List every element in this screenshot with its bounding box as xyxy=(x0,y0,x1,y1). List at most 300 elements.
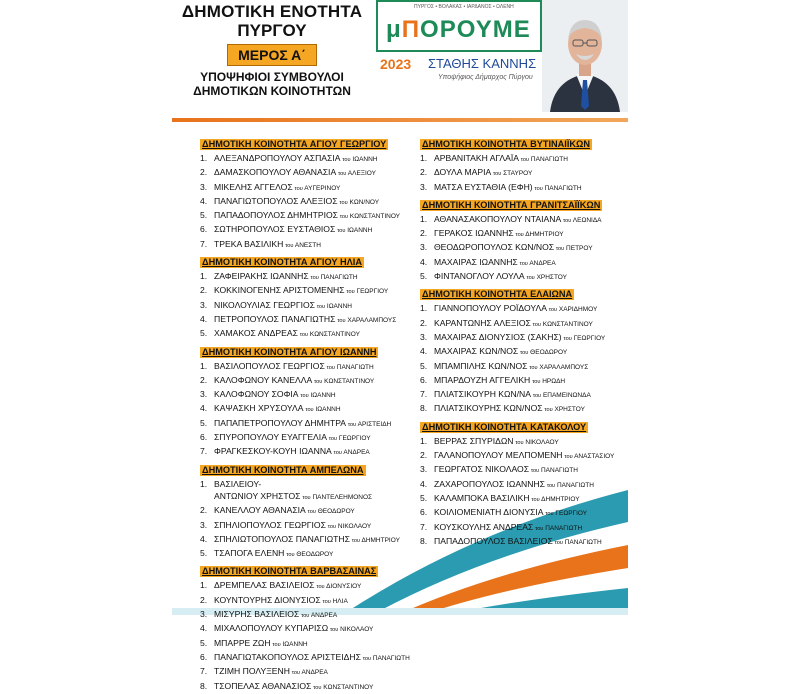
candidate-entry xyxy=(200,152,420,166)
patronymic-value: ΓΕΩΡΓΙΟΥ xyxy=(555,510,588,518)
candidate-entry xyxy=(200,637,420,651)
patronymic-prefix: του xyxy=(272,641,281,648)
entry-name: ΠΛΙΑΤΣΙΚΟΥΡΗΣ ΚΩΝ/ΝΟΣ xyxy=(434,403,543,414)
entry-patronymic xyxy=(561,217,601,224)
patronymic-value: ΗΡΩΔΗ xyxy=(542,377,566,385)
entry-number: 3. xyxy=(420,331,428,342)
candidate-entry xyxy=(200,402,420,416)
entry-number: 8. xyxy=(200,680,208,691)
candidate-entry xyxy=(200,608,420,622)
entry-number: 3. xyxy=(420,464,428,475)
candidate-entry xyxy=(200,374,420,388)
patronymic-prefix: του xyxy=(313,684,322,691)
entry-number: 4. xyxy=(420,256,428,267)
patronymic-prefix: του xyxy=(285,242,294,249)
patronymic-prefix: του xyxy=(294,185,303,192)
entry-name: ΚΑΨΑΣΚΗ ΧΡΥΣΟΥΛΑ xyxy=(214,403,304,414)
entry-patronymic xyxy=(345,288,389,295)
patronymic-value: ΝΙΚΟΛΑΟΥ xyxy=(337,522,372,530)
entry-name: ΜΑΧΑΙΡΑΣ ΔΙΟΝΥΣΙΟΣ (ΣΑΚΗΣ) xyxy=(434,331,562,342)
entry-name: ΣΠΗΛΙΩΤΟΠΟΥΛΟΣ ΠΑΝΑΓΙΩΤΗΣ xyxy=(214,533,350,544)
candidate-entry xyxy=(420,241,628,255)
entry-patronymic xyxy=(325,364,374,371)
entry-number: 3. xyxy=(200,519,208,530)
entry-patronymic xyxy=(306,508,355,515)
entry-number: 6. xyxy=(420,507,428,518)
entry-patronymic xyxy=(338,199,380,206)
candidate-entry xyxy=(420,302,628,316)
entry-number: 2. xyxy=(200,285,208,296)
entry-number: 1. xyxy=(200,580,208,591)
candidate-entry xyxy=(200,622,420,636)
candidate-entry xyxy=(200,209,420,223)
entry-name: ΔΟΥΛΑ ΜΑΡΙΑ xyxy=(434,167,492,178)
patronymic-prefix: του xyxy=(337,228,346,235)
section-title: ΔΗΜΟΤΙΚΗ ΚΟΙΝΟΤΗΤΑ ΑΓΙΟΥ ΙΩΑΝΝΗ xyxy=(202,346,377,357)
candidate-entry xyxy=(200,579,420,593)
patronymic-value: ΕΠΑΜΕΙΝΩΝΔΑ xyxy=(542,392,591,400)
patronymic-prefix: του xyxy=(515,439,524,446)
header-divider xyxy=(172,118,628,122)
entry-name: ΜΙΚΕΛΗΣ ΑΓΓΕΛΟΣ xyxy=(214,181,293,192)
patronymic-value: ΧΑΡΑΛΑΜΠΟΥΣ xyxy=(347,316,397,324)
patronymic-prefix: του xyxy=(532,321,541,328)
entry-patronymic xyxy=(531,321,593,328)
patronymic-value: ΚΩΝΣΤΑΝΤΙΝΟΥ xyxy=(324,377,375,385)
patronymic-value: ΚΩΝΣΤΑΝΤΙΝΟΥ xyxy=(542,320,593,328)
logo-tagline: ΠΥΡΓΟΣ • ΒΟΛΑΚΑΣ • ΙΑΡΔΑΝΟΣ • ΩΛΕΝΗ xyxy=(414,4,514,10)
patronymic-value: ΙΩΑΝΝΗ xyxy=(315,406,341,414)
patronymic-value: ΑΝΔΡΕΑ xyxy=(529,259,556,267)
entry-patronymic xyxy=(533,525,582,532)
patronymic-prefix: του xyxy=(316,584,325,591)
patronymic-value: ΧΡΗΣΤΟΥ xyxy=(554,406,585,414)
part-badge: ΜΕΡΟΣ Α΄ xyxy=(227,44,317,66)
patronymic-value: ΠΑΝΑΓΙΩΤΗ xyxy=(564,538,602,546)
entry-number: 2. xyxy=(200,594,208,605)
logo-suffix: ΟΡΟΥΜΕ xyxy=(420,16,531,43)
patronymic-prefix: του xyxy=(531,496,540,503)
entry-patronymic xyxy=(530,496,580,503)
entry-name: ΚΟΙΛΙΟΜΕΝΙΑΤΗ ΔΙΟΝΥΣΙΑ xyxy=(434,507,544,518)
candidate-entry xyxy=(420,227,628,241)
patronymic-prefix: του xyxy=(286,552,295,559)
patronymic-value: ΙΩΑΝΝΗ xyxy=(326,302,352,310)
entry-name: ΧΑΜΑΚΟΣ ΑΝΔΡΕΑΣ xyxy=(214,328,298,339)
patronymic-prefix: του xyxy=(300,393,309,400)
entry-name: ΠΑΠΑΠΕΤΡΟΠΟΥΛΟΥ ΔΗΜΗΤΡΑ xyxy=(214,417,347,428)
entry-number: 4. xyxy=(200,313,208,324)
patronymic-prefix: του xyxy=(546,482,556,489)
entry-name: ΑΛΕΞΑΝΔΡΟΠΟΥΛΟΥ ΑΣΠΑΣΙΑ xyxy=(214,153,341,163)
entry-number: 8. xyxy=(420,535,428,546)
entry-patronymic xyxy=(299,612,337,619)
entry-patronymic xyxy=(340,156,377,163)
entry-number: 4. xyxy=(420,346,428,357)
entry-name: ΒΕΡΡΑΣ ΣΠΥΡΙΔΩΝ xyxy=(434,435,514,446)
entry-number: 1. xyxy=(200,360,208,371)
patronymic-prefix: του xyxy=(564,454,573,461)
entry-number: 6. xyxy=(420,374,428,385)
entry-name: ΜΙΧΑΛΟΠΟΥΛΟΥ ΚΥΠΑΡΙΣΩ xyxy=(214,623,329,634)
entry-name: ΦΡΑΓΚΕΣΚΟΥ-ΚΟΥΗ ΙΩΑΝΝΑ xyxy=(214,446,332,457)
candidate-entry xyxy=(200,519,420,533)
patronymic-value: ΙΩΑΝΝΗ xyxy=(282,640,308,648)
entry-number: 1. xyxy=(420,153,428,163)
entry-name-continued: ΑΝΤΩΝΙΟΥ ΧΡΗΣΤΟΣ xyxy=(214,490,301,501)
patronymic-value: ΠΑΝΑΓΙΩΤΗ xyxy=(540,467,578,475)
candidate-entry xyxy=(420,478,628,492)
candidate-role: Υποψήφιος Δήμαρχος Πύργου xyxy=(438,74,533,81)
entry-number: 2. xyxy=(200,167,208,178)
patronymic-prefix: του xyxy=(307,509,316,516)
patronymic-value: ΝΙΚΟΛΑΟΥ xyxy=(525,438,559,446)
entry-number: 5. xyxy=(200,328,208,339)
entry-number: 7. xyxy=(420,521,428,532)
patronymic-prefix: του xyxy=(529,364,538,371)
entry-patronymic xyxy=(271,641,308,648)
candidate-entry xyxy=(200,327,420,341)
entry-patronymic xyxy=(321,598,348,605)
entry-number: 7. xyxy=(200,666,208,677)
entry-number: 2. xyxy=(420,228,428,239)
entry-patronymic xyxy=(299,392,336,399)
entry-number: 3. xyxy=(200,609,208,620)
patronymic-value: ΚΩΝΣΤΑΝΤΙΝΟΥ xyxy=(309,331,360,339)
entry-name: ΓΑΛΑΝΟΠΟΥΛΟΥ ΜΕΛΠΟΜΕΝΗ xyxy=(434,450,563,461)
candidate-entry xyxy=(420,360,628,374)
patronymic-prefix: του xyxy=(299,332,309,339)
patronymic-value: ΚΩΝ/ΝΟΥ xyxy=(349,198,380,206)
entry-number: 2. xyxy=(200,374,208,385)
patronymic-prefix: του xyxy=(520,157,530,163)
patronymic-prefix: του xyxy=(316,303,326,310)
patronymic-prefix: του xyxy=(554,539,563,546)
entry-name: ΜΠΑΡΡΕ ΖΩΗ xyxy=(214,637,271,648)
candidate-entry xyxy=(200,547,420,561)
patronymic-value: ΚΩΝΣΤΑΝΤΙΝΟΥ xyxy=(323,683,374,691)
entry-patronymic xyxy=(338,213,400,220)
entry-name: ΖΑΧΑΡΟΠΟΥΛΟΣ ΙΩΑΝΝΗΣ xyxy=(434,478,545,489)
entry-number: 4. xyxy=(200,533,208,544)
candidate-entry xyxy=(420,166,628,180)
entry-patronymic xyxy=(311,684,373,691)
section-title: ΔΗΜΟΤΙΚΗ ΚΟΙΝΟΤΗΤΑ ΕΛΑΙΩΝΑ xyxy=(422,289,573,300)
patronymic-prefix: του xyxy=(310,275,319,282)
patronymic-value: ΘΕΟΔΩΡΟΥ xyxy=(296,551,334,559)
party-logo xyxy=(376,0,542,52)
candidate-entry xyxy=(200,417,420,431)
entry-name: ΣΠΗΛΙΟΠΟΥΛΟΣ ΓΕΩΡΓΙΟΣ xyxy=(214,519,326,530)
patronymic-prefix: του xyxy=(327,523,337,530)
patronymic-value: ΑΛΕΞΙΟΥ xyxy=(347,170,376,178)
candidate-entry xyxy=(420,213,628,227)
entry-patronymic xyxy=(563,453,615,460)
patronymic-value: ΠΑΝΑΓΙΩΤΗ xyxy=(556,481,594,489)
candidate-entry xyxy=(420,270,628,284)
entry-patronymic xyxy=(315,303,352,310)
candidate-entry xyxy=(200,313,420,327)
patronymic-value: ΔΗΜΗΤΡΙΟΥ xyxy=(361,536,400,544)
patronymic-value: ΠΑΝΑΓΙΩΤΗ xyxy=(544,184,582,192)
patronymic-prefix: του xyxy=(493,171,502,178)
entry-patronymic xyxy=(518,260,556,267)
entry-number: 5. xyxy=(420,271,428,282)
patronymic-value: ΠΑΝΤΕΛΕΗΜΟΝΟΣ xyxy=(312,493,373,501)
entry-patronymic xyxy=(335,317,396,324)
patronymic-prefix: του xyxy=(301,613,310,620)
candidate-entry xyxy=(200,223,420,237)
patronymic-value: ΑΝΔΡΕΑ xyxy=(301,669,328,677)
section-title: ΔΗΜΟΤΙΚΗ ΚΟΙΝΟΤΗΤΑ ΒΥΤΙΝΑΙΪΚΩΝ xyxy=(422,139,591,149)
entry-number: 1. xyxy=(200,153,208,163)
entry-number: 7. xyxy=(200,238,208,249)
patronymic-prefix: του xyxy=(347,421,357,428)
entry-number: 5. xyxy=(420,360,428,371)
entry-patronymic xyxy=(304,406,341,413)
entry-number: 4. xyxy=(200,623,208,634)
section-title: ΔΗΜΟΤΙΚΗ ΚΟΙΝΟΤΗΤΑ ΒΑΡΒΑΣΑΙΝΑΣ xyxy=(202,566,377,577)
entry-name: ΚΑΡΑΝΤΩΝΗΣ ΑΛΕΞΙΟΣ xyxy=(434,317,531,328)
patronymic-prefix: του xyxy=(339,199,348,206)
section-title: ΔΗΜΟΤΙΚΗ ΚΟΙΝΟΤΗΤΑ ΚΑΤΑΚΟΛΟΥ xyxy=(422,421,587,432)
patronymic-value: ΓΕΩΡΓΙΟΥ xyxy=(338,435,371,443)
entry-name: ΠΑΠΑΔΟΠΟΥΛΟΣ ΔΗΜΗΤΡΙΟΣ xyxy=(214,210,338,221)
patronymic-prefix: του xyxy=(526,275,535,282)
logo-prefix: μ xyxy=(386,16,402,43)
candidate-entry-continued xyxy=(200,490,420,504)
entry-number: 5. xyxy=(200,210,208,221)
patronymic-prefix: του xyxy=(544,407,553,414)
candidate-entry xyxy=(420,435,628,449)
patronymic-value: ΠΑΝΑΓΙΩΤΗ xyxy=(336,363,374,371)
patronymic-value: ΠΑΝΑΓΙΩΤΗ xyxy=(545,524,583,532)
entry-name: ΠΑΝΑΓΙΩΤΟΠΟΥΛΟΣ ΑΛΕΞΙΟΣ xyxy=(214,195,338,206)
entry-patronymic xyxy=(361,655,410,662)
entry-patronymic xyxy=(554,245,592,252)
patronymic-prefix: του xyxy=(322,598,331,605)
patronymic-value: ΣΤΑΥΡΟΥ xyxy=(503,170,533,178)
entry-number: 3. xyxy=(200,299,208,310)
patronymic-prefix: του xyxy=(338,171,347,178)
patronymic-value: ΝΙΚΟΛΑΟΥ xyxy=(340,626,374,634)
patronymic-prefix: του xyxy=(535,525,544,532)
entry-name: ΔΑΜΑΣΚΟΠΟΥΛΟΥ ΑΘΑΝΑΣΙΑ xyxy=(214,167,337,178)
candidate-entry xyxy=(200,665,420,679)
entry-patronymic xyxy=(283,242,321,249)
entry-patronymic xyxy=(327,435,371,442)
patronymic-value: ΙΩΑΝΝΗ xyxy=(352,156,378,163)
entry-patronymic xyxy=(518,349,567,356)
candidate-entry xyxy=(420,317,628,331)
entry-number: 7. xyxy=(420,389,428,400)
patronymic-value: ΧΑΡΙΔΗΜΟΥ xyxy=(558,306,598,314)
entry-number: 3. xyxy=(420,181,428,192)
candidate-name: ΣΤΑΘΗΣ ΚΑΝΝΗΣ xyxy=(428,56,537,71)
entry-patronymic xyxy=(309,274,358,281)
candidate-entry xyxy=(200,504,420,518)
patronymic-prefix: του xyxy=(302,494,311,501)
entry-name: ΜΠΑΡΔΟΥΖΗ ΑΓΓΕΛΙΚΗ xyxy=(434,374,531,385)
entry-name: ΣΠΥΡΟΠΟΥΛΟΥ ΕΥΑΓΓΕΛΙΑ xyxy=(214,432,327,443)
entry-name: ΓΕΩΡΓΑΤΟΣ ΝΙΚΟΛΑΟΣ xyxy=(434,464,530,475)
candidate-entry xyxy=(200,533,420,547)
patronymic-value: ΑΝΔΡΕΑ xyxy=(343,449,370,457)
entry-name: ΒΑΣΙΛΕΙΟΥ- xyxy=(214,478,262,489)
patronymic-value: ΑΝΔΡΕΑ xyxy=(310,612,338,620)
patronymic-prefix: του xyxy=(530,468,540,475)
entry-number: 2. xyxy=(420,317,428,328)
entry-patronymic xyxy=(298,331,360,338)
entry-patronymic xyxy=(301,494,373,501)
entry-number: 5. xyxy=(200,417,208,428)
entry-name: ΚΑΛΟΦΩΝΟΥ ΣΟΦΙΑ xyxy=(214,389,299,400)
patronymic-value: ΧΡΗΣΤΟΥ xyxy=(536,274,567,282)
candidate-entry xyxy=(200,195,420,209)
entry-number: 3. xyxy=(200,181,208,192)
candidate-entry xyxy=(420,449,628,463)
subtitle-line-2: ΔΗΜΟΤΙΚΩΝ ΚΟΙΝΟΤΗΤΩΝ xyxy=(193,84,351,98)
entry-patronymic xyxy=(346,421,391,428)
entry-name: ΜΑΧΑΙΡΑΣ ΚΩΝ/ΝΟΣ xyxy=(434,346,519,357)
candidate-entry xyxy=(420,388,628,402)
patronymic-value: ΑΝΑΣΤΑΣΙΟΥ xyxy=(574,453,615,461)
entry-patronymic xyxy=(533,185,582,192)
candidate-entry xyxy=(200,166,420,180)
entry-patronymic xyxy=(332,449,370,456)
entry-patronymic xyxy=(293,185,341,192)
entry-number: 3. xyxy=(200,389,208,400)
patronymic-prefix: του xyxy=(337,317,346,324)
entry-name: ΓΙΑΝΝΟΠΟΥΛΟΥ ΡΟΪΔΟΥΛΑ xyxy=(434,303,547,314)
entry-number: 5. xyxy=(420,492,428,503)
entry-name: ΜΠΑΜΠΙΛΗΣ ΚΩΝ/ΝΟΣ xyxy=(434,360,528,371)
entry-patronymic xyxy=(513,439,558,446)
patronymic-prefix: του xyxy=(326,364,335,371)
entry-number: 4. xyxy=(200,195,208,206)
entry-number: 6. xyxy=(200,432,208,443)
entry-name: ΠΑΠΑΔΟΠΟΥΛΟΣ ΒΑΣΙΛΕΙΟΣ xyxy=(434,535,553,546)
entry-name: ΔΡΕΜΠΕΛΑΣ ΒΑΣΙΛΕΙΟΣ xyxy=(214,580,315,591)
entry-patronymic xyxy=(543,510,587,517)
entry-name: ΤΣΟΠΕΛΑΣ ΑΘΑΝΑΣΙΟΣ xyxy=(214,680,312,691)
entry-number: 7. xyxy=(200,446,208,457)
entry-number: 8. xyxy=(420,403,428,414)
entry-name: ΑΘΑΝΑΣΑΚΟΠΟΥΛΟΥ ΝΤΑΙΑΝΑ xyxy=(434,213,562,224)
entry-number: 5. xyxy=(200,637,208,648)
candidate-entry xyxy=(420,506,628,520)
entry-number: 2. xyxy=(200,505,208,516)
entry-name: ΜΑΧΑΙΡΑΣ ΙΩΑΝΝΗΣ xyxy=(434,256,518,267)
entry-name: ΚΟΥΣΚΟΥΛΗΣ ΑΝΔΡΕΑΣ xyxy=(434,521,534,532)
patronymic-prefix: του xyxy=(328,436,338,443)
patronymic-value: ΑΥΓΕΡΙΝΟΥ xyxy=(304,184,341,192)
candidate-entry xyxy=(200,270,420,284)
entry-name: ΠΛΙΑΤΣΙΚΟΥΡΗ ΚΩΝ/ΝΑ xyxy=(434,389,531,400)
patronymic-prefix: του xyxy=(534,185,543,192)
patronymic-prefix: του xyxy=(548,307,558,314)
entry-name: ΑΡΒΑΝΙΤΑΚΗ ΑΓΛΑΪΑ xyxy=(434,153,519,163)
entry-name: ΤΣΑΠΟΓΑ ΕΛΕΝΗ xyxy=(214,548,285,559)
logo-wordmark xyxy=(386,16,531,44)
patronymic-value: ΠΕΤΡΟΥ xyxy=(566,245,593,253)
patronymic-prefix: του xyxy=(339,214,349,221)
patronymic-prefix: του xyxy=(333,450,342,457)
patronymic-value: ΚΩΝΣΤΑΝΤΙΝΟΥ xyxy=(349,213,400,221)
patronymic-value: ΧΑΡΑΛΑΜΠΟΥΣ xyxy=(539,363,589,371)
patronymic-prefix: του xyxy=(545,511,554,518)
entry-patronymic xyxy=(543,406,585,413)
entry-name: ΘΕΟΔΩΡΟΠΟΥΛΟΣ ΚΩΝ/ΝΟΣ xyxy=(434,242,555,253)
logo-accent: Π xyxy=(401,16,421,43)
entry-name: ΝΙΚΟΛΟΥΛΙΑΣ ΓΕΩΡΓΙΟΣ xyxy=(214,299,315,310)
entry-name: ΜΑΤΣΑ ΕΥΣΤΑΘΙΑ (ΕΦΗ) xyxy=(434,181,533,192)
patronymic-prefix: του xyxy=(342,157,351,163)
entry-patronymic xyxy=(514,231,564,238)
entry-name: ΚΟΚΚΙΝΟΓΕΝΗΣ ΑΡΙΣΤΟΜΕΝΗΣ xyxy=(214,285,345,296)
candidate-entry xyxy=(200,594,420,608)
entry-patronymic xyxy=(315,583,362,590)
entry-name: ΦΙΝΤΑΝΟΓΛΟΥ ΛΟΥΛΑ xyxy=(434,271,525,282)
entry-patronymic xyxy=(553,539,602,546)
patronymic-value: ΔΗΜΗΤΡΙΟΥ xyxy=(525,231,564,239)
patronymic-prefix: του xyxy=(519,260,528,267)
patronymic-value: ΙΩΑΝΝΗ xyxy=(347,227,373,235)
patronymic-prefix: του xyxy=(532,378,541,385)
patronymic-value: ΛΕΩΝΙΔΑ xyxy=(572,216,602,224)
entry-number: 5. xyxy=(200,548,208,559)
entry-patronymic xyxy=(491,170,532,177)
entry-name: ΓΕΡΑΚΟΣ ΙΩΑΝΝΗΣ xyxy=(434,228,514,239)
candidate-entry xyxy=(420,521,628,535)
patronymic-prefix: του xyxy=(563,217,572,224)
entry-name: ΠΑΝΑΓΙΩΤΑΚΟΠΟΥΛΟΣ ΑΡΙΣΤΕΙΔΗΣ xyxy=(214,651,361,662)
candidate-entry xyxy=(200,238,420,252)
patronymic-value: ΠΑΝΑΓΙΩΤΗ xyxy=(320,274,358,282)
patronymic-value: ΓΕΩΡΓΙΟΥ xyxy=(356,288,389,296)
candidate-entry xyxy=(200,299,420,313)
candidate-photo xyxy=(542,0,628,112)
candidate-entry xyxy=(420,535,628,549)
entry-patronymic xyxy=(336,170,376,177)
candidate-entry xyxy=(200,360,420,374)
entry-patronymic xyxy=(284,551,333,558)
entry-number: 4. xyxy=(420,478,428,489)
candidate-entry xyxy=(420,402,628,416)
candidate-entry xyxy=(200,181,420,195)
candidate-entry xyxy=(420,181,628,195)
poster-header xyxy=(172,2,372,98)
patronymic-prefix: του xyxy=(314,378,323,385)
entry-number: 1. xyxy=(420,303,428,314)
entry-name: ΤΖΙΜΗ ΠΟΛΥΞΕΝΗ xyxy=(214,666,290,677)
candidate-entry xyxy=(420,463,628,477)
entry-name: ΣΩΤΗΡΟΠΟΥΛΟΣ ΕΥΣΤΑΘΙΟΣ xyxy=(214,224,336,235)
right-column xyxy=(420,134,628,549)
left-column xyxy=(200,134,420,694)
page-title-town: ΠΥΡΓΟΥ xyxy=(237,21,307,40)
patronymic-value: ΙΩΑΝΝΗ xyxy=(310,392,336,400)
patronymic-value: ΓΕΩΡΓΙΟΥ xyxy=(573,334,606,342)
patronymic-prefix: του xyxy=(532,393,542,400)
entry-patronymic xyxy=(527,364,588,371)
entry-number: 2. xyxy=(420,450,428,461)
patronymic-prefix: του xyxy=(563,335,572,342)
election-year: 2023 xyxy=(380,56,412,72)
patronymic-prefix: του xyxy=(515,232,524,239)
section-title: ΔΗΜΟΤΙΚΗ ΚΟΙΝΟΤΗΤΑ ΑΜΠΕΛΩΝΑ xyxy=(202,464,364,475)
patronymic-prefix: του xyxy=(362,655,372,662)
